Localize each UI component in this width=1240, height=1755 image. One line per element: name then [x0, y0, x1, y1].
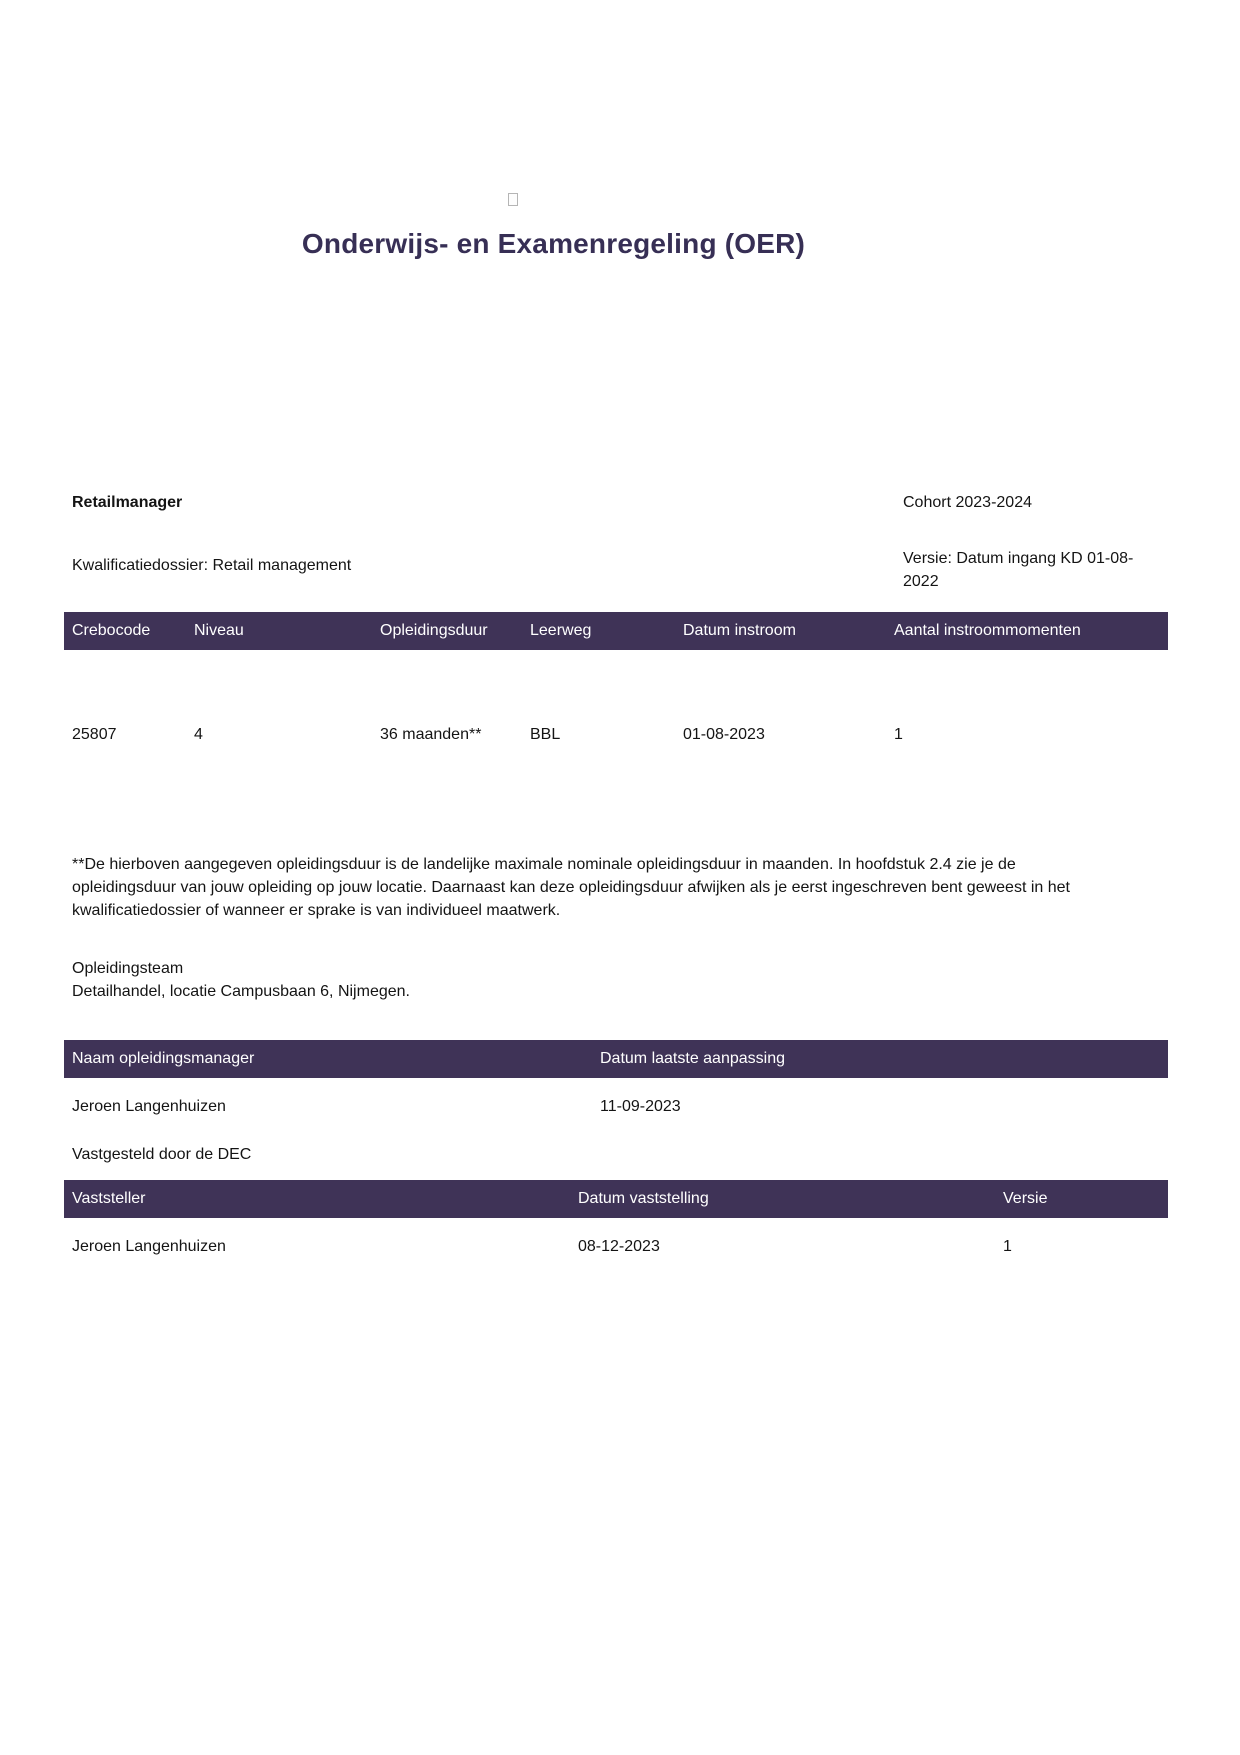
cell-crebocode: 25807: [72, 726, 117, 743]
cell-datum-vaststelling: 08-12-2023: [578, 1238, 660, 1255]
column-header-vaststeller: Vaststeller: [64, 1180, 570, 1218]
manager-table-header: [64, 1040, 1168, 1078]
table-row: [64, 650, 1168, 772]
column-header-naam-opleidingsmanager: Naam opleidingsmanager: [64, 1040, 592, 1078]
cell-opleidingsmanager-naam: Jeroen Langenhuizen: [72, 1098, 226, 1115]
program-name: Retailmanager: [72, 494, 183, 511]
table-row: [64, 1078, 1168, 1128]
column-header-opleidingsduur: Opleidingsduur: [372, 612, 522, 650]
qualification-dossier-label: Kwalificatiedossier: Retail management: [72, 557, 352, 574]
column-header-crebocode: Crebocode: [64, 612, 186, 650]
cell-vaststeller: Jeroen Langenhuizen: [72, 1238, 226, 1255]
cell-aantal-instroommomenten: 1: [894, 726, 903, 743]
approval-table: [64, 1180, 1168, 1268]
table-row: [64, 1218, 1168, 1268]
approval-table-header: [64, 1180, 1168, 1218]
cell-datum-instroom: 01-08-2023: [683, 726, 765, 743]
column-header-leerweg: Leerweg: [522, 612, 675, 650]
column-header-datum-vaststelling: Datum vaststelling: [570, 1180, 995, 1218]
opleidingsteam-block: [72, 957, 410, 1003]
cell-versie: 1: [1003, 1238, 1012, 1255]
duration-footnote: **De hierboven aangegeven opleidingsduur is de landelijke maximale nominale opleidingsduur in maanden. In hoofdstuk 2.4 zie je de opleidingsduur van jouw opleiding op jouw locatie. Daarnaast kan deze opleidingsduur afwijken als je eerst ingeschreven bent geweest in het kwalificatiedossier of wanneer er sprake is van individueel maatwerk.: [72, 856, 1070, 919]
program-table-header: [64, 612, 1168, 650]
column-header-versie: Versie: [995, 1180, 1168, 1218]
column-header-datum-laatste-aanpassing: Datum laatste aanpassing: [592, 1040, 1168, 1078]
cohort-label: Cohort 2023-2024: [903, 494, 1032, 511]
cell-leerweg: BBL: [530, 726, 561, 743]
column-header-datum-instroom: Datum instroom: [675, 612, 886, 650]
column-header-aantal-instroommomenten: Aantal instroommomenten: [886, 612, 1168, 650]
manager-table: [64, 1040, 1168, 1128]
page-title: Onderwijs- en Examenregeling (OER): [301, 228, 806, 259]
cell-datum-laatste-aanpassing: 11-09-2023: [600, 1098, 681, 1115]
version-label: Versie: Datum ingang KD 01-08-2022: [903, 550, 1134, 590]
dec-approval-label: Vastgesteld door de DEC: [72, 1146, 252, 1163]
cell-opleidingsduur: 36 maanden**: [380, 726, 482, 743]
cell-niveau: 4: [194, 726, 203, 743]
opleidingsteam-detail: Detailhandel, locatie Campusbaan 6, Nijmegen.: [72, 983, 410, 1000]
program-table: [64, 612, 1168, 772]
image-placeholder-icon: [508, 193, 518, 206]
column-header-niveau: Niveau: [186, 612, 372, 650]
opleidingsteam-label: Opleidingsteam: [72, 960, 184, 977]
